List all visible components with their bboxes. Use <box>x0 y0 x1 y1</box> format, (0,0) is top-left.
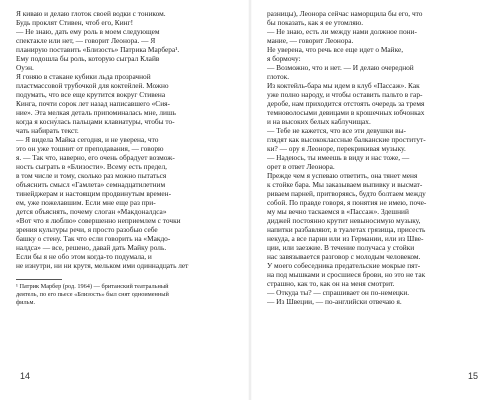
left-page-text-line: Я гоняю в стакане кубики льда прозрачной <box>16 72 151 81</box>
left-page-text-line: это он уже тошнит от преподавания, — говорю <box>16 144 164 153</box>
right-page-text-line: к стойке бара. Мы заказываем выпивку и высмат- <box>267 180 423 189</box>
right-page-text-line: страшно, как то, как он на меня смотрит. <box>267 279 395 288</box>
left-page-text-line: Я киваю и делаю глоток своей водки с тоником. <box>16 9 166 18</box>
left-page-text-line: зрения культуры речи, я просто разобью себе <box>16 225 158 234</box>
left-page-text-line: ем, уже пожелавшим. Если мне еще раз при- <box>16 198 156 207</box>
right-page-text-line: бы показать, как я ее утомляю. <box>267 18 364 27</box>
left-page-text-line: ность сыграть в «Близости». Всему есть предел, <box>16 162 167 171</box>
left-page-text-line: чать набирать текст. <box>16 126 79 135</box>
right-page-body <box>267 9 485 306</box>
left-page-text-line: спектакле или нет, — говорит Леонора. — Я <box>16 36 156 45</box>
right-page-text-line: глядят как высококлассные балканские проститут- <box>267 135 426 144</box>
right-page-text-line: деробе, нам приходится отстоять очередь за тремя <box>267 99 425 108</box>
right-page-text-line: нас завязывается разговор с молодым человеком. <box>267 252 421 261</box>
left-page-text-line: пластмассовой трубочкой для коктейлей. Можно <box>16 81 169 90</box>
left-page-text-line: подумать, что все еще крутится вокруг Стивена <box>16 90 166 99</box>
left-page-text-line: тинейджерам и настоящим продвинутым времен- <box>16 189 172 198</box>
right-page-text-line: некуда, а все парни или из Германии, или из Шве- <box>267 234 424 243</box>
page-number-left: 14 <box>20 371 31 381</box>
right-page-text-line: собой. По правде говоря, я понятия не имею, поче- <box>267 198 427 207</box>
right-page-text-line: глоток. <box>267 72 290 81</box>
left-page-body <box>16 9 234 270</box>
left-page <box>16 9 234 306</box>
left-page-text-line: Кинга, почти сорок лет назад написавшего «Сия- <box>16 99 170 108</box>
page-number-right: 15 <box>468 371 479 381</box>
footnote-line: фильм. <box>16 298 36 306</box>
left-page-text-line: Если бы я не обо этом когда-то подумала, и <box>16 252 152 261</box>
right-page-text-line: Прежде чем я успеваю ответить, она тянет меня <box>267 171 418 180</box>
right-page-text-line: — Не знаю, есть ли между нами должное пони- <box>267 27 417 36</box>
left-page-text-line: — Не знаю, дать ему роль в моем следующем <box>16 27 160 36</box>
left-page-text-line: Будь проклят Стивен, чтоб его, Кинг! <box>16 18 134 27</box>
footnote-line: ¹ Патрик Марбер (род. 1964) — британский театральный <box>16 283 169 290</box>
left-page-text-line: Ему подошла бы роль, которую сыграл Клайв <box>16 54 160 63</box>
left-page-text-line: «Вот что я люблю» совершенно неприемлем с точки <box>16 216 181 225</box>
right-page-text-line: — Надеюсь, ты имеешь в виду и нас тоже, — <box>267 153 410 162</box>
right-page-text-line: — Из Швеции, — по-английски отвечаю я. <box>267 297 402 306</box>
right-page-text-line: ки? — ору я Леоноре, перекрикивая музыку. <box>267 144 406 153</box>
right-page-text-line: орет в ответ Леонора. <box>267 162 335 171</box>
right-page-text-line: ции, или заезжие. В течение получаса у стойки <box>267 243 415 252</box>
footnote-separator <box>16 279 62 280</box>
right-page-text-line: диджей постоянно крутит невыносимую музыку, <box>267 216 421 225</box>
right-page-text-line: риваем парней, притворяясь, будто болтаем между <box>267 189 426 198</box>
right-page-text-line: му мы вечно таскаемся в «Пассаж». Здешний <box>267 207 409 216</box>
page-gutter <box>248 0 252 400</box>
right-page-text-line: — Тебе не кажется, что все эти девушки вы- <box>267 126 406 135</box>
right-page-text-line: — Возможно, что и нет. — И делаю очередной <box>267 63 414 72</box>
right-page-text-line: я бормочу: <box>267 54 301 63</box>
right-page-text-line: напитки разбавляют, в туалетах грязища, присесть <box>267 225 426 234</box>
left-page-text-line: ние». Эта мелкая деталь припоминалась мне, лишь <box>16 108 176 117</box>
left-page-text-line: дется объяснять, почему слоган «Макдоналдса» <box>16 207 167 216</box>
left-page-text-line: в том числе и тому, сколько раз можно пытаться <box>16 171 167 180</box>
right-page-text-line: разницы), Леонора сейчас наморщила бы его, что <box>267 9 423 18</box>
left-page-text-line: объяснить смысл «Гамлета» семнадцатилетним <box>16 180 166 189</box>
right-page-text-line: темноволосыми девицами в крошечных юбчонках <box>267 108 425 117</box>
right-page-text-line: уже полно народу, и чтобы оставить пальто в гар- <box>267 90 423 99</box>
left-page-text-line: я. — Так что, наверно, его очень обрадует возмож- <box>16 153 175 162</box>
right-page-text-line: У моего собеседника предательские мокрые пят- <box>267 261 421 270</box>
right-page-text-line: Не уверена, что речь все еще идет о Майке, <box>267 45 404 54</box>
left-page-text-line: Оуэн. <box>16 63 34 72</box>
left-page-text-line: когда я косну́лась пальцами клавиатуры, чтобы то- <box>16 117 175 126</box>
right-page-text-line: — Откуда ты? — спрашивает он по-немецки. <box>267 288 410 297</box>
right-page-text-line: мание, — говорит Леонора. <box>267 36 354 45</box>
right-page-text-line: на под мышками и сросшиеся брови, но это не так <box>267 270 426 279</box>
right-page-text-line: и на высоких белых каблучищах. <box>267 117 371 126</box>
left-page-text-line: башку о стену. Так что если говорить на «Макдо- <box>16 234 171 243</box>
left-page-text-line: — Я видела Майка сегодня, и не уверена, что <box>16 135 159 144</box>
right-page-text-line: Из коктейль-бара мы идем в клуб «Пассаж». Как <box>267 81 420 90</box>
left-page-text-line: не изнутри, ни ни крутя, мельком ими одиннадцать лет <box>16 261 189 270</box>
footnote-line: деятель, по его пьесе «Близость» был снят одноименный <box>16 290 169 298</box>
footnote <box>16 283 234 306</box>
right-page <box>267 9 485 306</box>
left-page-text-line: налдса» — все, решено, давай дать Майку роль. <box>16 243 167 252</box>
left-page-text-line: планирую поставить «Близость» Патрика Марбера¹. <box>16 45 180 54</box>
